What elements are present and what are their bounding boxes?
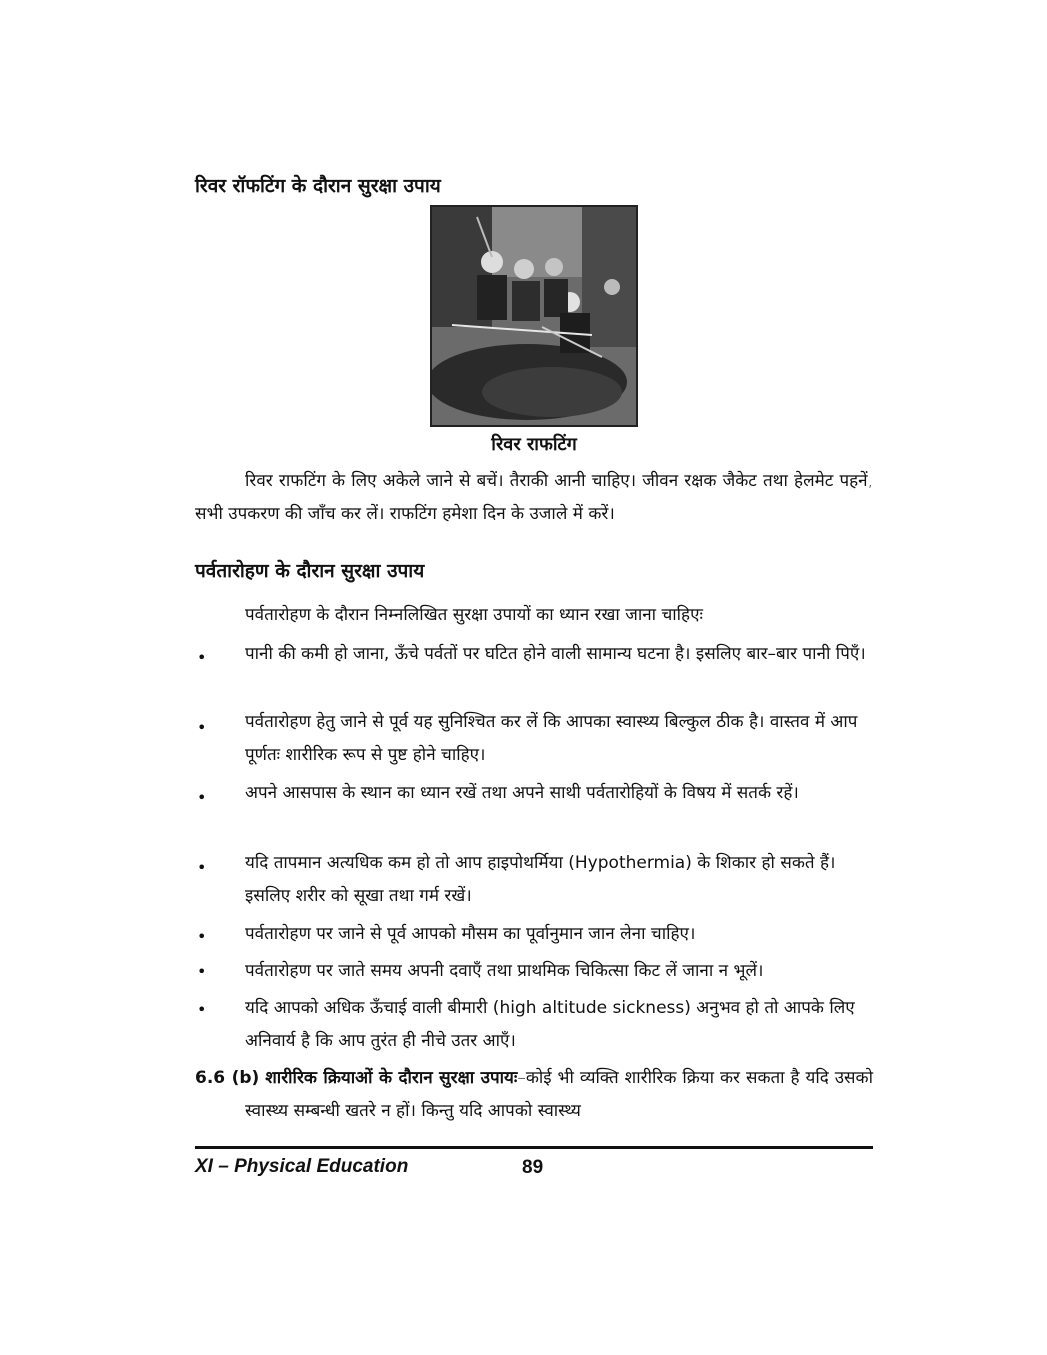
section-title: शारीरिक क्रियाओं के दौरान सुरक्षा उपायः	[265, 1068, 518, 1088]
figure-caption: रिवर राफटिंग	[491, 434, 577, 455]
footer-divider	[195, 1146, 873, 1149]
mountaineering-intro: पर्वतारोहण के दौरान निम्नलिखित सुरक्षा उपायों का ध्यान रखा जाना चाहिएः	[245, 605, 703, 625]
bullet-marker: •	[197, 718, 207, 737]
bullet-marker: •	[197, 927, 207, 946]
bullet-marker: •	[197, 788, 207, 807]
mountaineering-heading: पर्वतारोहण के दौरान सुरक्षा उपाय	[195, 560, 425, 582]
rafting-photo	[430, 205, 638, 427]
bullet-marker: •	[197, 858, 207, 877]
footer-book-title: XI – Physical Education	[195, 1156, 409, 1177]
bullet-marker: •	[197, 1000, 207, 1019]
list-item: पर्वतारोहण पर जाने से पूर्व आपको मौसम का पूर्वानुमान जान लेना चाहिए।	[245, 924, 696, 944]
bullet-marker: •	[197, 648, 207, 667]
section-number: 6.6 (b)	[195, 1068, 260, 1088]
bullet-marker: •	[197, 962, 207, 981]
section-text: –कोई भी व्यक्ति शारीरिक क्रिया कर सकता है यदि उसको स्वास्थ्य सम्बन्धी खतरे न हों। किन्तु यदि आपको स्वास्थ्य	[245, 1068, 873, 1121]
list-item: अपने आसपास के स्थान का ध्यान रखें तथा अपने साथी पर्वतारोहियों के विषय में सतर्क रहें।	[245, 783, 799, 803]
list-item: पर्वतारोहण पर जाते समय अपनी दवाएँ तथा प्राथमिक चिकित्सा किट लें जाना न भूलें।	[245, 961, 764, 981]
list-item: यदि तापमान अत्यधिक कम हो तो आप हाइपोथर्मिया (Hypothermia) के शिकार हो सकते हैं। इसलिए शरीर को सूखा तथा गर्म रखें।	[245, 853, 836, 906]
list-item: यदि आपको अधिक ऊँचाई वाली बीमारी (high altitude sickness) अनुभव हो तो आपके लिए अनिवार्य है कि आप तुरंत ही नीचे उतर आएँ।	[245, 998, 855, 1051]
list-item: पानी की कमी हो जाना, ऊँचे पर्वतों पर घटित होने वाली सामान्य घटना है। इसलिए बार–बार पानी पिएँ।	[245, 644, 866, 664]
rafting-heading: रिवर रॉफटिंग के दौरान सुरक्षा उपाय	[195, 175, 441, 197]
rafting-paragraph: रिवर राफटिंग के लिए अकेले जाने से बचें। तैराकी आनी चाहिए। जीवन रक्षक जैकेट तथा हेलमेट पहनें, सभी उपकरण की जाँच कर लें। राफटिंग हमेशा दिन के उजाले में करें।	[195, 471, 873, 524]
section-6-6b	[195, 1062, 873, 1128]
page-number: 89	[522, 1157, 544, 1178]
list-item: पर्वतारोहण हेतु जाने से पूर्व यह सुनिश्चित कर लें कि आपका स्वास्थ्य बिल्कुल ठीक है। वास्तव में आप पूर्णतः शारीरिक रूप से पुष्ट होने चाहिए।	[245, 712, 858, 765]
